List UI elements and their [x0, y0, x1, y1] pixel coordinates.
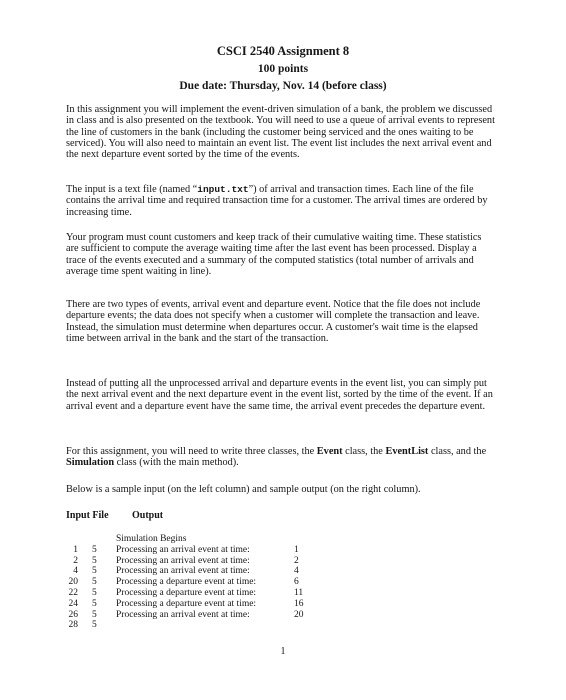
input-file-header: Input File — [66, 510, 109, 521]
arrival-time: 26 — [68, 609, 78, 620]
output-text: Processing an arrival event at time: — [116, 609, 250, 620]
output-time: 20 — [294, 609, 304, 620]
output-time: 6 — [294, 577, 299, 588]
output-header: Output — [132, 510, 164, 521]
input-text-1: The input is a text file (named “ — [66, 184, 198, 195]
arrival-time: 1 — [73, 544, 78, 555]
classes-text-1: For this assignment, you will need to write three classes, the — [66, 446, 317, 457]
output-text: Processing a departure event at time: — [116, 587, 257, 598]
input-paragraph — [66, 184, 496, 218]
output-time: 2 — [294, 555, 299, 566]
statistics-paragraph: Your program must count customers and keep track of their cumulative waiting time. These statistics are sufficient to compute the average waiting time after the last event has been processed. Display a trace of the events executed and a summary of the computed statistics (total number of arrivals and average time spent waiting in line). — [66, 232, 482, 277]
output-time: 4 — [294, 566, 299, 577]
arrival-time: 4 — [73, 566, 78, 577]
page-number: 1 — [280, 646, 286, 657]
intro-paragraph: In this assignment you will implement the event-driven simulation of a bank, the problem we discussed in class and is also presented on the textbook. You will need to use a queue of arrival events to represent the line of customers in the bank (including the customer being serviced and the ones waiting to be serviced). You will also need to maintain an event list. The event list includes the next arrival event and the next departure event sorted by the time of the events. — [66, 104, 495, 161]
input-text-2: ”) of arrival and transaction times. Each line of the file contains the arrival time and required transaction time for a customer. The arrival times are ordered by increasing time. — [66, 184, 488, 218]
transaction-time: 5 — [92, 555, 97, 566]
output-text: Processing a departure event at time: — [116, 598, 257, 609]
transaction-time: 5 — [92, 566, 97, 577]
event-list-paragraph: Instead of putting all the unprocessed arrival and departure events in the event list, you can simply put the next arrival event and the next departure event in the event list, sorted by the time of the event. If an arrival event and a departure event have the same time, the arrival event precedes the departure event. — [66, 378, 493, 412]
points-line: 100 points — [257, 63, 309, 75]
classes-text-2: class, the — [342, 446, 386, 457]
arrival-time: 2 — [73, 555, 78, 566]
transaction-time: 5 — [92, 577, 97, 588]
output-time: 16 — [294, 598, 304, 609]
due-date-line: Due date: Thursday, Nov. 14 (before class) — [179, 80, 387, 92]
arrival-time: 24 — [68, 598, 78, 609]
transaction-time: 5 — [92, 544, 97, 555]
events-paragraph: There are two types of events, arrival event and departure event. Notice that the file does not include departure events; the data does not specify when a customer will complete the transaction and leave. Instead, the simulation must determine when departures occur. A customer's wait time is the elapsed time between arrival in the bank and the start of the transaction. — [66, 299, 481, 344]
input-filename: input.txt — [197, 184, 249, 195]
classes-text-3: class, and the — [428, 446, 487, 457]
sample-intro-paragraph: Below is a sample input (on the left column) and sample output (on the right column). — [66, 484, 421, 495]
output-time: 1 — [294, 544, 299, 555]
eventlist-class-name: EventList — [385, 446, 429, 457]
arrival-time: 20 — [68, 577, 78, 588]
assignment-title: CSCI 2540 Assignment 8 — [216, 44, 350, 58]
output-text: Processing an arrival event at time: — [116, 544, 250, 555]
event-class-name: Event — [316, 446, 343, 457]
output-text: Processing an arrival event at time: — [116, 566, 250, 577]
output-text: Processing a departure event at time: — [116, 577, 257, 588]
output-text: Simulation Begins — [116, 534, 187, 544]
classes-text-4: class (with the main method). — [114, 457, 239, 469]
transaction-time: 5 — [92, 598, 97, 609]
transaction-time: 5 — [92, 587, 97, 598]
classes-paragraph — [66, 446, 496, 469]
output-text: Processing an arrival event at time: — [116, 555, 250, 566]
arrival-time: 28 — [68, 620, 78, 631]
simulation-class-name: Simulation — [66, 457, 115, 469]
arrival-time: 22 — [68, 587, 78, 598]
transaction-time: 5 — [92, 609, 97, 620]
output-time: 11 — [294, 587, 304, 598]
transaction-time: 5 — [92, 620, 97, 631]
